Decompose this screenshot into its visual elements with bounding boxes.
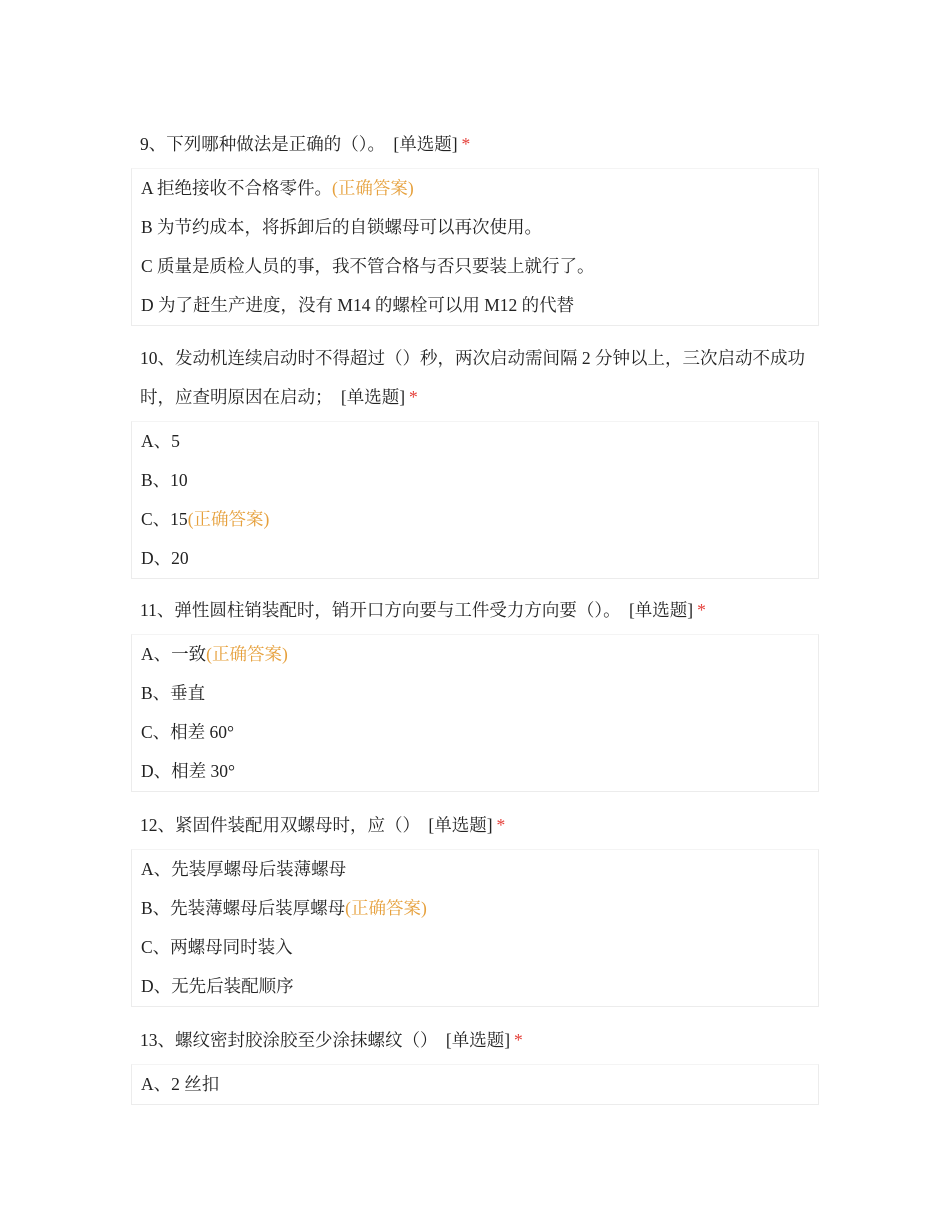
option-text: B、10 (141, 470, 188, 490)
option-item[interactable] (132, 1065, 818, 1104)
question-type-label: [单选题] (393, 134, 458, 154)
option-text: A、先装厚螺母后装薄螺母 (141, 859, 347, 879)
option-item[interactable] (132, 169, 818, 208)
option-item[interactable] (132, 850, 818, 889)
option-item[interactable] (132, 500, 818, 539)
option-item[interactable] (132, 286, 818, 325)
question-text: 9、下列哪种做法是正确的（）。 (140, 134, 385, 154)
option-item[interactable] (132, 674, 818, 713)
question-title (131, 591, 819, 630)
option-item[interactable] (132, 713, 818, 752)
option-text: C、15 (141, 509, 188, 529)
option-item[interactable] (132, 247, 818, 286)
required-mark: * (514, 1030, 523, 1050)
option-item[interactable] (132, 889, 818, 928)
required-mark: * (409, 387, 418, 407)
option-list (131, 634, 819, 792)
required-mark: * (496, 815, 506, 835)
question-title (131, 125, 819, 164)
correct-answer-tag: (正确答案) (332, 178, 414, 198)
option-text: B、先装薄螺母后装厚螺母 (141, 898, 346, 918)
question-title (131, 806, 819, 845)
question-text: 13、螺纹密封胶涂胶至少涂抹螺纹（） (140, 1030, 438, 1050)
option-item[interactable] (132, 928, 818, 967)
question-10 (131, 339, 819, 579)
required-mark: * (697, 600, 706, 620)
option-list (131, 849, 819, 1007)
correct-answer-tag: (正确答案) (345, 898, 427, 918)
question-11 (131, 591, 819, 792)
question-title (131, 1021, 819, 1060)
option-text: C、两螺母同时装入 (141, 937, 293, 957)
option-list (131, 168, 819, 326)
option-text: A、5 (141, 431, 180, 451)
option-item[interactable] (132, 539, 818, 578)
option-text: A、2 丝扣 (141, 1074, 220, 1094)
question-type-label: [单选题] (445, 1030, 511, 1050)
option-text: C、相差 60° (141, 722, 235, 742)
option-text: A、一致 (141, 644, 207, 664)
option-list (131, 1064, 819, 1105)
option-text: D 为了赶生产进度，没有 M14 的螺栓可以用 M12 的代替 (141, 295, 575, 315)
question-type-label: [单选题] (628, 600, 694, 620)
required-mark: * (461, 134, 471, 154)
question-title (131, 339, 819, 417)
option-item[interactable] (132, 967, 818, 1006)
correct-answer-tag: (正确答案) (187, 509, 270, 529)
option-text: D、相差 30° (141, 761, 236, 781)
option-text: A 拒绝接收不合格零件。 (141, 178, 333, 198)
option-item[interactable] (132, 752, 818, 791)
option-item[interactable] (132, 422, 818, 461)
option-item[interactable] (132, 461, 818, 500)
option-text: C 质量是质检人员的事，我不管合格与否只要装上就行了。 (141, 256, 595, 276)
question-text: 10、发动机连续启动时不得超过（）秒，两次启动需间隔 2 分钟以上，三次启动不成功时，应查明原因在启动； (140, 348, 805, 407)
option-item[interactable] (132, 208, 818, 247)
question-text: 12、紧固件装配用双螺母时，应（） (140, 815, 420, 835)
question-9 (131, 125, 819, 326)
question-type-label: [单选题] (340, 387, 406, 407)
option-text: B 为节约成本，将拆卸后的自锁螺母可以再次使用。 (141, 217, 543, 237)
question-13 (131, 1021, 819, 1105)
question-type-label: [单选题] (428, 815, 493, 835)
option-text: D、无先后装配顺序 (141, 976, 294, 996)
option-list (131, 421, 819, 579)
option-text: B、垂直 (141, 683, 206, 703)
question-text: 11、弹性圆柱销装配时，销开口方向要与工件受力方向要（）。 (140, 600, 621, 620)
correct-answer-tag: (正确答案) (206, 644, 288, 664)
question-12 (131, 806, 819, 1007)
option-item[interactable] (132, 635, 818, 674)
option-text: D、20 (141, 548, 189, 568)
